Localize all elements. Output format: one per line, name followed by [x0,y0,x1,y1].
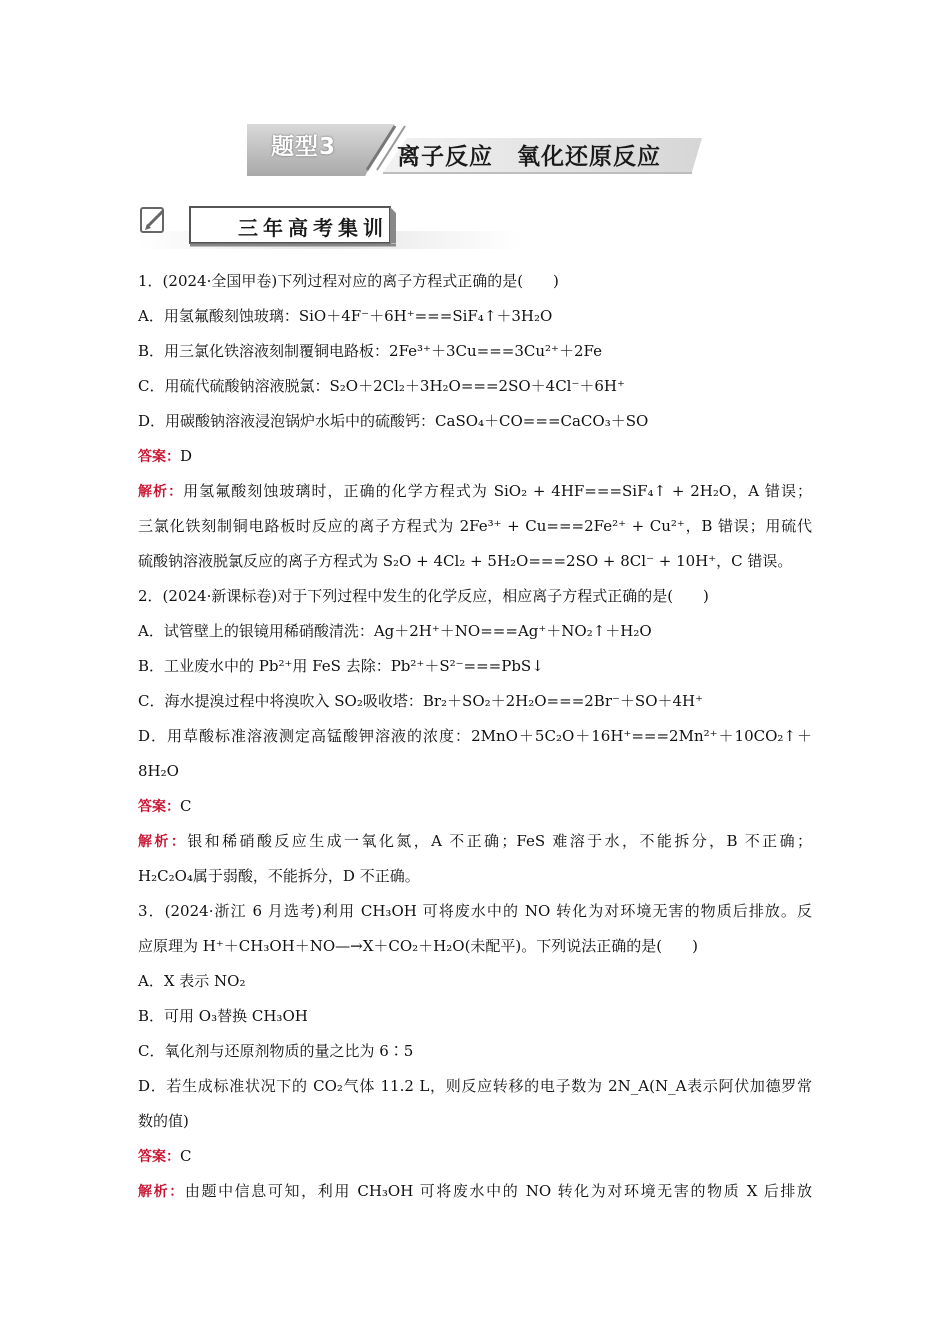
text-line [138,999,812,1034]
line-text: 银和稀硝酸反应生成一氧化氮，A 不正确；FeS 难溶于水，不能拆分，B 不正确； [187,832,813,850]
line-text: D．用草酸标准溶液测定高锰酸钾溶液的浓度：2MnO＋5C₂O＋16H⁺===2Mn²⁺＋10CO₂↑＋ [138,727,812,745]
line-text: C [180,797,192,815]
section-title: 三年高考集训 [238,216,388,240]
line-text: D．若生成标准状况下的 CO₂气体 11.2 L，则反应转移的电子数为 2N_A(N_A表示阿伏加德罗常 [138,1077,812,1095]
line-text: 应原理为 H⁺＋CH₃OH＋NO—→X＋CO₂＋H₂O(未配平)。下列说法正确的是( ) [138,937,698,955]
text-line [138,964,812,999]
line-text: 由题中信息可知，利用 CH₃OH 可将废水中的 NO 转化为对环境无害的物质 X 后排放 [184,1182,812,1200]
text-line [138,1069,812,1104]
text-line [138,264,812,299]
line-text: 三氯化铁刻制铜电路板时反应的离子方程式为 2Fe³⁺ + Cu===2Fe²⁺ + Cu²⁺，B 错误；用硫代 [138,517,812,535]
text-line [138,649,812,684]
text-line [138,474,812,509]
line-text: 8H₂O [138,762,179,780]
topic-title: 离子反应 氧化还原反应 [397,144,661,170]
text-line [138,719,812,754]
text-line [138,824,812,859]
line-text: C．用硫代硫酸钠溶液脱氯：S₂O＋2Cl₂＋3H₂O===2SO＋4Cl⁻＋6H⁺ [138,377,625,395]
text-line [138,334,812,369]
line-text: C [180,1147,192,1165]
answer-label: 答案： [138,449,180,465]
answer-label: 答案： [138,799,180,815]
line-text: 用氢氟酸刻蚀玻璃时，正确的化学方程式为 SiO₂ + 4HF===SiF₄↑ + 2H₂O，A 错误； [183,482,812,500]
text-line [138,684,812,719]
line-text: B．工业废水中的 Pb²⁺用 FeS 去除：Pb²⁺＋S²⁻===PbS↓ [138,657,544,675]
line-text: 硫酸钠溶液脱氯反应的离子方程式为 S₂O + 4Cl₂ + 5H₂O===2SO + 8Cl⁻ + 10H⁺，C 错误。 [138,552,793,570]
line-text: 数的值) [138,1112,189,1130]
text-line [138,614,812,649]
text-line [138,1104,812,1139]
text-line [138,509,812,544]
text-line [138,299,812,334]
text-line [138,369,812,404]
line-text: B．可用 O₃替换 CH₃OH [138,1007,308,1025]
text-line [138,439,812,474]
topic-banner [247,124,702,176]
answer-label: 解析： [138,1184,185,1200]
answer-label: 答案： [138,1149,180,1165]
topic-number-tag: 题型3 [271,134,337,160]
line-text: D．用碳酸钠溶液浸泡锅炉水垢中的硫酸钙：CaSO₄＋CO===CaCO₃＋SO [138,412,649,430]
text-line [138,1034,812,1069]
line-text: C．氧化剂与还原剂物质的量之比为 6∶5 [138,1042,414,1060]
edit-icon [138,205,168,235]
text-line [138,754,812,789]
line-text: B．用三氯化铁溶液刻制覆铜电路板：2Fe³⁺＋3Cu===3Cu²⁺＋2Fe [138,342,602,360]
line-text: 2．(2024·新课标卷)对于下列过程中发生的化学反应，相应离子方程式正确的是( ) [138,587,709,605]
text-line [138,929,812,964]
answer-label: 解析： [138,834,188,850]
line-text: A．试管壁上的银镜用稀硝酸清洗：Ag＋2H⁺＋NO===Ag⁺＋NO₂↑＋H₂O [138,622,652,640]
text-line [138,544,812,579]
text-line [138,1174,812,1209]
text-line [138,1139,812,1174]
line-text: 3．(2024·浙江 6 月选考)利用 CH₃OH 可将废水中的 NO 转化为对环境无害的物质后排放。反 [138,902,812,920]
line-text: A．用氢氟酸刻蚀玻璃：SiO＋4F⁻＋6H⁺===SiF₄↑＋3H₂O [138,307,553,325]
line-text: 1．(2024·全国甲卷)下列过程对应的离子方程式正确的是( ) [138,272,559,290]
text-line [138,579,812,614]
line-text: C．海水提溴过程中将溴吹入 SO₂吸收塔：Br₂＋SO₂＋2H₂O===2Br⁻＋SO＋4H⁺ [138,692,704,710]
text-line [138,404,812,439]
question-content [138,264,812,1209]
answer-label: 解析： [138,484,184,500]
text-line [138,789,812,824]
line-text: A．X 表示 NO₂ [138,972,246,990]
section-header [138,205,523,251]
text-line [138,894,812,929]
line-text: H₂C₂O₄属于弱酸，不能拆分，D 不正确。 [138,867,420,885]
line-text: D [180,447,193,465]
text-line [138,859,812,894]
